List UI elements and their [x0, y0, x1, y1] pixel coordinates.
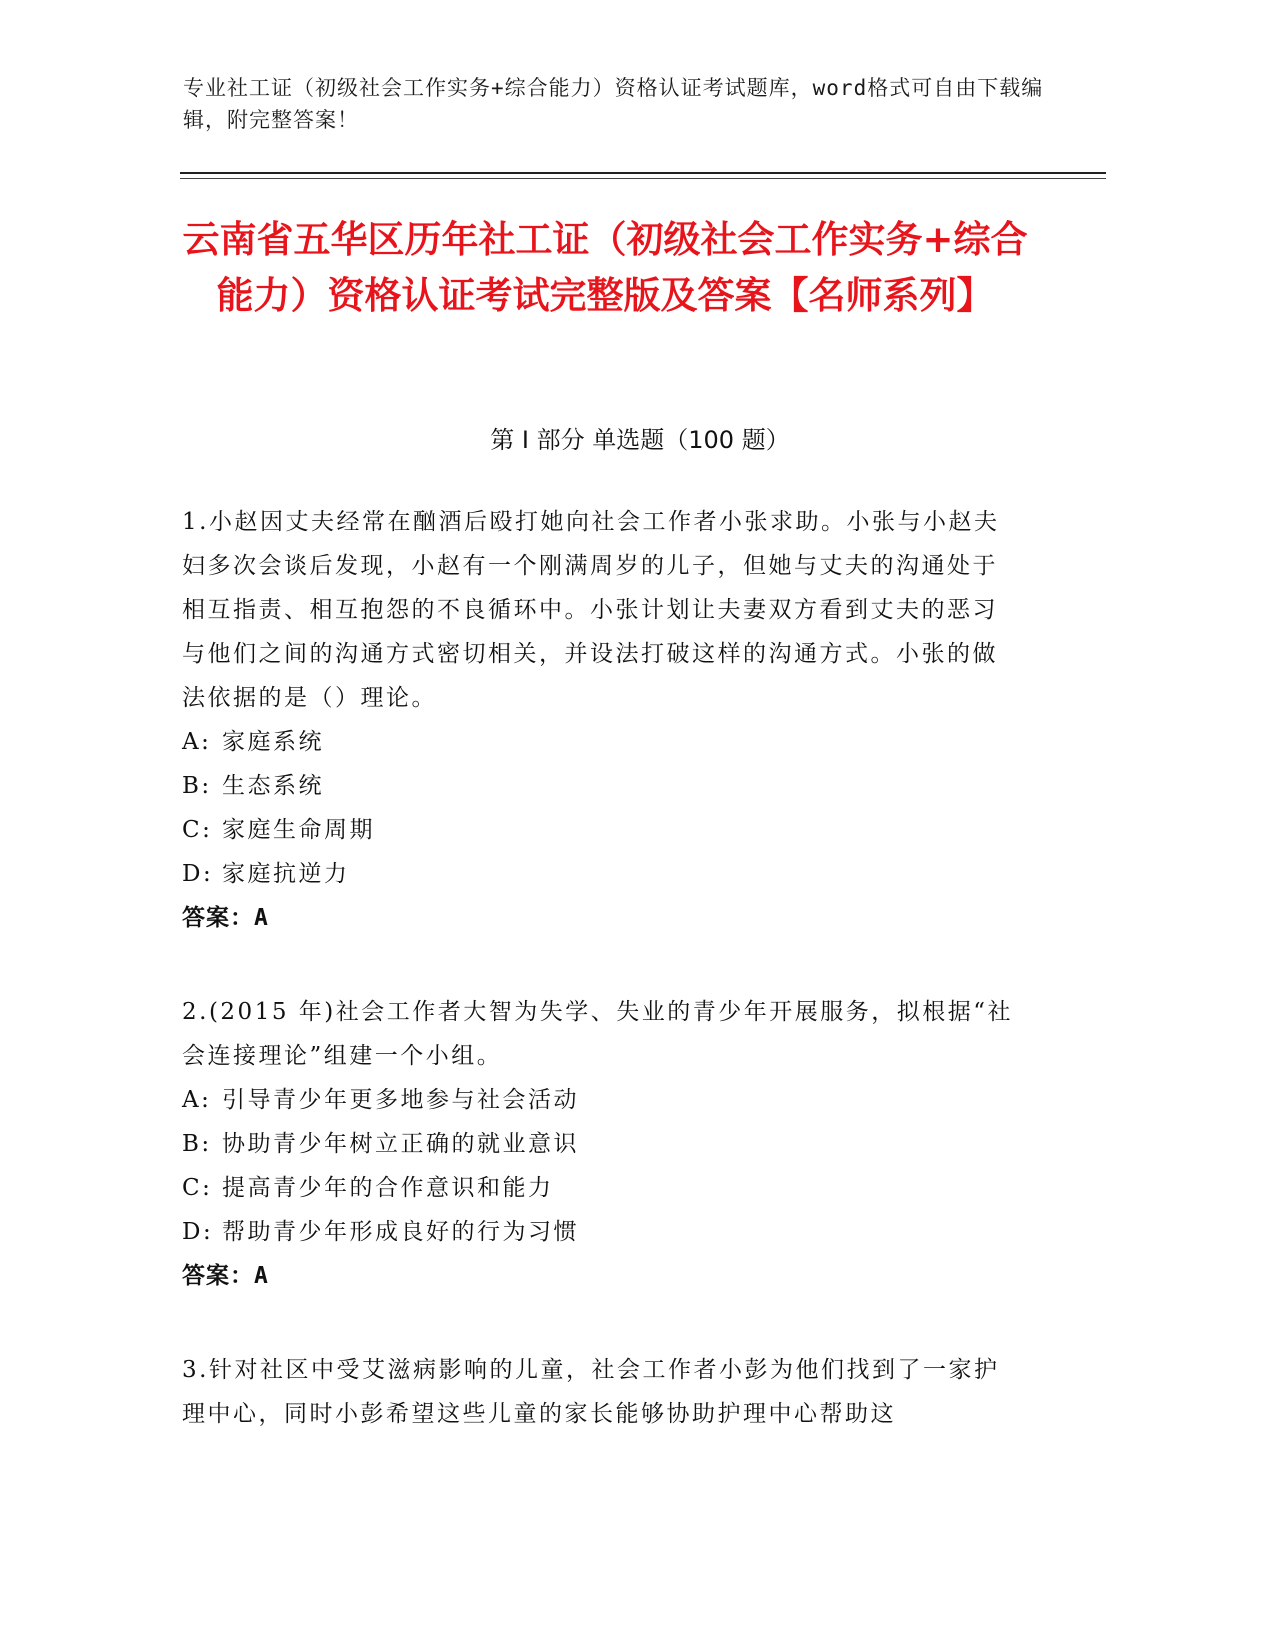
- option-label: A:: [182, 1087, 212, 1113]
- option-text: 引导青少年更多地参与社会活动: [222, 1087, 579, 1113]
- option-label: B:: [182, 773, 212, 799]
- option-label: D:: [182, 861, 214, 887]
- option-text: 生态系统: [222, 773, 324, 799]
- question-number: 1.: [182, 509, 209, 535]
- answer-value: A: [254, 1263, 269, 1289]
- header-divider-thick: [180, 172, 1106, 174]
- option-text: 家庭系统: [222, 729, 324, 755]
- option-c: [182, 1166, 1022, 1210]
- option-c: [182, 808, 1022, 852]
- option-label: C:: [182, 817, 213, 843]
- answer-label: 答案：: [182, 1263, 254, 1289]
- question-text: 针对社区中受艾滋病影响的儿童，社会工作者小彭为他们找到了一家护理中心，同时小彭希望这些儿童的家长能够协助护理中心帮助这: [182, 1357, 1000, 1427]
- option-label: D:: [182, 1219, 214, 1245]
- option-b: [182, 1122, 1022, 1166]
- question-stem: [182, 990, 1022, 1078]
- option-d: [182, 852, 1022, 896]
- option-a: [182, 1078, 1022, 1122]
- question-text: (2015 年)社会工作者大智为失学、失业的青少年开展服务，拟根据“社会连接理论”组建一个小组。: [182, 999, 1014, 1069]
- option-label: B:: [182, 1131, 212, 1157]
- section-title: 第 I 部分 单选题（100 题）: [490, 426, 790, 454]
- question-2: [182, 990, 1022, 1298]
- option-text: 帮助青少年形成良好的行为习惯: [222, 1219, 579, 1245]
- header-divider-thin: [180, 178, 1106, 179]
- option-text: 家庭抗逆力: [222, 861, 350, 887]
- answer-line: [182, 1254, 1022, 1298]
- option-label: C:: [182, 1175, 213, 1201]
- option-d: [182, 1210, 1022, 1254]
- option-text: 提高青少年的合作意识和能力: [222, 1175, 554, 1201]
- header-note: 专业社工证（初级社会工作实务+综合能力）资格认证考试题库，word格式可自由下载编辑，附完整答案！: [183, 76, 1044, 132]
- option-text: 家庭生命周期: [222, 817, 375, 843]
- option-label: A:: [182, 729, 212, 755]
- option-b: [182, 764, 1022, 808]
- answer-line: [182, 896, 1022, 940]
- question-1: [182, 500, 1022, 940]
- option-a: [182, 720, 1022, 764]
- question-text: 小赵因丈夫经常在酗酒后殴打她向社会工作者小张求助。小张与小赵夫妇多次会谈后发现，小赵有一个刚满周岁的儿子，但她与丈夫的沟通处于相互指责、相互抱怨的不良循环中。小张计划让夫妻双方看到丈夫的恶习与他们之间的沟通方式密切相关，并设法打破这样的沟通方式。小张的做法依据的是（）理论。: [182, 509, 1000, 711]
- answer-value: A: [254, 905, 269, 931]
- question-stem: [182, 500, 1022, 720]
- question-stem: [182, 1348, 1022, 1436]
- document-title: 云南省五华区历年社工证（初级社会工作实务+综合能力）资格认证考试完整版及答案【名师系列】: [182, 218, 1028, 317]
- question-number: 2.: [182, 999, 209, 1025]
- answer-label: 答案：: [182, 905, 254, 931]
- option-text: 协助青少年树立正确的就业意识: [222, 1131, 579, 1157]
- question-list: [182, 500, 1022, 1486]
- question-3: [182, 1348, 1022, 1436]
- question-number: 3.: [182, 1357, 209, 1383]
